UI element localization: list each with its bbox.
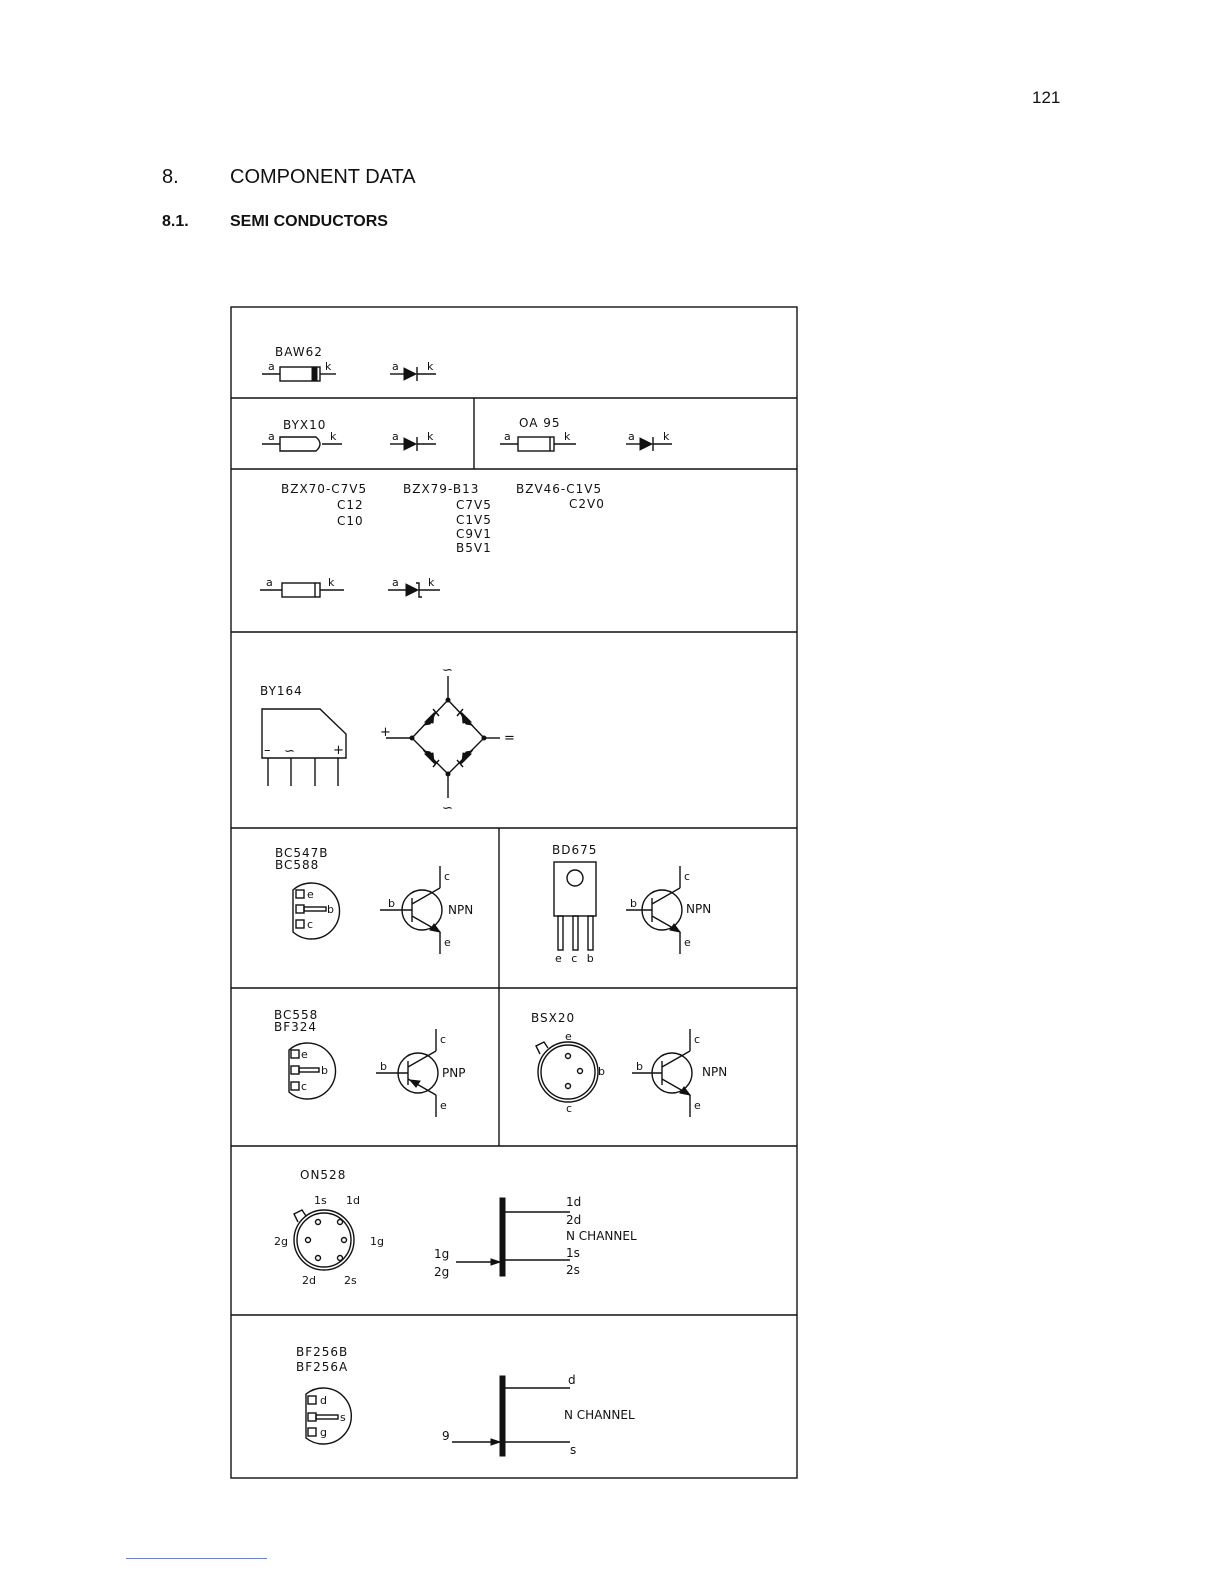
zener-col1-2: C10 [337, 514, 364, 528]
svg-text:k: k [330, 430, 337, 443]
by164-package-icon [260, 706, 360, 796]
svg-text:+: + [333, 743, 344, 758]
svg-text:b: b [630, 897, 637, 910]
by164-label: BY164 [260, 684, 303, 698]
bd675-to126-package-icon [548, 860, 608, 970]
svg-text:a: a [392, 360, 399, 373]
baw62-label: BAW62 [275, 345, 323, 359]
bc558-label-1: BF324 [274, 1020, 318, 1034]
svg-text:1g: 1g [434, 1247, 450, 1261]
svg-text:NPN: NPN [686, 902, 712, 916]
svg-text:c: c [301, 1080, 308, 1093]
bc547b-to92-package-icon [283, 878, 353, 948]
svg-text:9: 9 [442, 1429, 450, 1443]
bc558-pnp-symbol-icon [376, 1025, 486, 1120]
bd675-label: BD675 [552, 843, 598, 857]
bsx20-label: BSX20 [531, 1011, 576, 1025]
subsection-number: 8.1. [162, 213, 189, 230]
bc558-label-0: BC558 [274, 1008, 319, 1022]
svg-text:a: a [392, 430, 399, 443]
zener-col2-4: B5V1 [456, 541, 492, 555]
svg-text:1d: 1d [346, 1194, 360, 1207]
svg-text:2s: 2s [566, 1263, 580, 1277]
svg-text:a: a [266, 576, 273, 589]
page-number: 121 [1032, 88, 1061, 107]
svg-text:2g: 2g [434, 1265, 450, 1279]
svg-text:NPN: NPN [448, 903, 474, 917]
bc547b-label-0: BC547B [275, 846, 329, 860]
svg-text:c: c [444, 870, 451, 883]
svg-text:k: k [564, 430, 571, 443]
svg-text:d: d [320, 1394, 327, 1407]
section-title: COMPONENT DATA [230, 166, 416, 188]
svg-text:e: e [684, 936, 691, 949]
bsx20-to18-package-icon [530, 1028, 620, 1118]
byx10-package-icon [262, 432, 342, 462]
on528-dual-gate-mosfet-symbol-icon [430, 1192, 660, 1292]
svg-text:c: c [566, 1102, 573, 1115]
bf256a-label: BF256A [296, 1360, 349, 1374]
by164-bridge-symbol-icon [376, 662, 526, 816]
svg-text:a: a [392, 576, 399, 589]
svg-text:e: e [565, 1030, 572, 1043]
svg-text:k: k [663, 430, 670, 443]
zener-col2-1: C7V5 [456, 498, 492, 512]
svg-text:1d: 1d [566, 1195, 582, 1209]
svg-text:e: e [444, 936, 451, 949]
svg-text:NPN: NPN [702, 1065, 728, 1079]
svg-text:PNP: PNP [442, 1066, 466, 1080]
oa95-package-icon [500, 432, 580, 462]
bc558-to92-package-icon [279, 1040, 349, 1110]
on528-package-icon [272, 1190, 402, 1290]
zener-package-icon [260, 578, 350, 608]
svg-text:e: e [694, 1099, 701, 1112]
section-number: 8. [162, 166, 179, 188]
footer-rule [126, 1558, 267, 1559]
svg-text:1s: 1s [566, 1246, 580, 1260]
bc547b-npn-symbol-icon [380, 862, 490, 957]
bf256-to92-package-icon [298, 1386, 368, 1456]
svg-text:e c b: e c b [555, 952, 597, 965]
bf256-jfet-symbol-icon [430, 1370, 660, 1470]
svg-text:b: b [380, 1060, 387, 1073]
svg-text:2d: 2d [302, 1274, 316, 1287]
on528-label: ON528 [300, 1168, 347, 1182]
svg-text:∽: ∽ [442, 663, 453, 678]
svg-text:k: k [328, 576, 335, 589]
baw62-a: a [268, 360, 275, 373]
svg-text:a: a [504, 430, 511, 443]
svg-text:c: c [684, 870, 691, 883]
svg-text:b: b [321, 1064, 328, 1077]
svg-text:a: a [628, 430, 635, 443]
zener-col2-0: BZX79-B13 [403, 482, 480, 496]
zener-col2-3: C9V1 [456, 527, 492, 541]
svg-text:d: d [568, 1373, 576, 1387]
zener-col2-2: C1V5 [456, 513, 492, 527]
zener-col1-0: BZX70-C7V5 [281, 482, 368, 496]
svg-text:N CHANNEL: N CHANNEL [564, 1408, 635, 1422]
bsx20-npn-symbol-icon [632, 1025, 742, 1120]
svg-text:k: k [427, 430, 434, 443]
svg-text:e: e [307, 888, 314, 901]
svg-text:+: + [380, 725, 391, 740]
baw62-package-icon [262, 362, 342, 392]
subsection-title: SEMI CONDUCTORS [230, 213, 388, 230]
svg-text:∽: ∽ [442, 801, 453, 816]
svg-text:b: b [636, 1060, 643, 1073]
zener-diode-symbol-icon [388, 578, 448, 608]
svg-text:a: a [268, 430, 275, 443]
svg-text:e: e [440, 1099, 447, 1112]
svg-text:c: c [307, 918, 314, 931]
svg-text:b: b [598, 1065, 605, 1078]
zener-col3-1: C2V0 [569, 497, 605, 511]
svg-text:2d: 2d [566, 1213, 582, 1227]
bf256b-label: BF256B [296, 1345, 349, 1359]
oa95-diode-symbol-icon [626, 432, 686, 462]
baw62-k: k [325, 360, 332, 373]
baw62-diode-symbol-icon [390, 362, 450, 392]
svg-text:k: k [428, 576, 435, 589]
svg-text:–: – [264, 743, 271, 758]
svg-text:N CHANNEL: N CHANNEL [566, 1229, 637, 1243]
byx10-label: BYX10 [283, 418, 327, 432]
svg-text:2s: 2s [344, 1274, 357, 1287]
svg-text:g: g [320, 1426, 327, 1439]
bc547b-label-1: BC588 [275, 858, 320, 872]
svg-text:∽: ∽ [284, 744, 295, 759]
svg-text:b: b [388, 897, 395, 910]
zener-col3-0: BZV46-C1V5 [516, 482, 603, 496]
svg-text:b: b [327, 903, 334, 916]
svg-text:s: s [570, 1443, 577, 1457]
bd675-npn-symbol-icon [626, 862, 736, 957]
svg-text:2g: 2g [274, 1235, 288, 1248]
svg-text:1g: 1g [370, 1235, 384, 1248]
svg-text:=: = [504, 731, 515, 746]
svg-text:1s: 1s [314, 1194, 327, 1207]
oa95-label: OA 95 [519, 416, 561, 430]
svg-text:c: c [694, 1033, 701, 1046]
zener-col1-1: C12 [337, 498, 364, 512]
svg-text:c: c [440, 1033, 447, 1046]
byx10-diode-symbol-icon [390, 432, 450, 462]
svg-text:k: k [427, 360, 434, 373]
svg-text:s: s [340, 1411, 346, 1424]
svg-text:e: e [301, 1048, 308, 1061]
